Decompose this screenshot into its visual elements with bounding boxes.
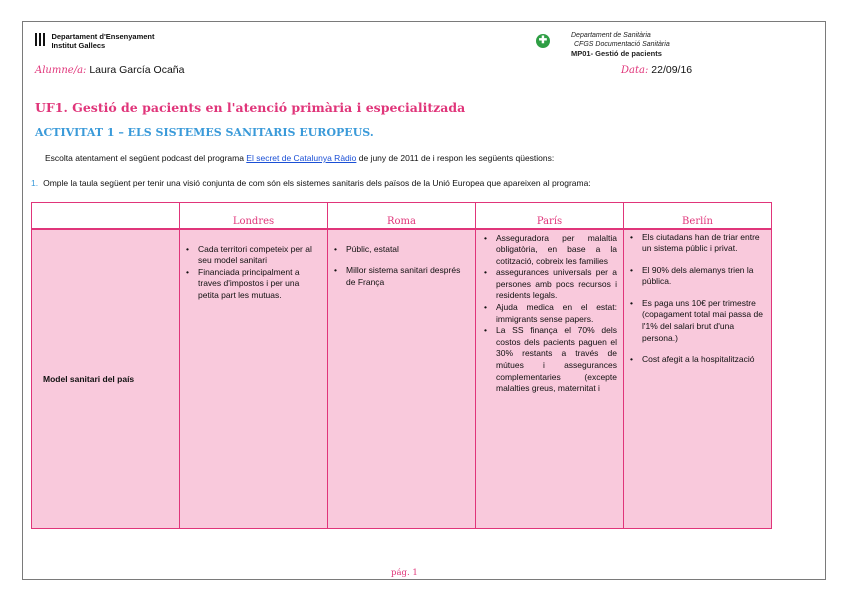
header-left	[35, 32, 155, 53]
question-number: 1.	[31, 178, 39, 188]
header-londres: Londres	[180, 203, 328, 229]
list-item: • assegurances universals per a persones amb pocs recursos i residents legals.	[496, 267, 617, 302]
student-name: Laura García Ocaña	[89, 64, 185, 76]
cell-berlin	[624, 229, 772, 529]
dept-sanitaria: Departament de Sanitària	[571, 32, 651, 39]
header-empty	[32, 203, 180, 229]
intro-paragraph	[45, 153, 554, 163]
list-item: • Financiada principalment a traves d'impostos i per una petita part les mutuas.	[198, 267, 319, 302]
date-label: Data:	[621, 65, 649, 76]
list-item: • Ajuda medica en el estat: immigrants sense papers.	[496, 302, 617, 325]
header-right	[571, 31, 670, 58]
cell-roma	[328, 229, 476, 529]
cell-londres	[180, 229, 328, 529]
activity-title: ACTIVITAT 1 – ELS SISTEMES SANITARIS EUROPEUS.	[35, 126, 374, 139]
list-item: • Cost afegit a la hospitalització	[642, 354, 763, 366]
module-name: MP01- Gestió de pacients	[571, 49, 662, 58]
table-header-row	[32, 203, 772, 229]
unit-title: UF1. Gestió de pacients en l'atenció primària i especialitzada	[35, 100, 466, 115]
table-row	[32, 229, 772, 529]
page-number: pág. 1	[391, 568, 418, 578]
sanitat-logo-icon: ✚	[536, 34, 550, 48]
intro-before: Escolta atentament el següent podcast del programa	[45, 153, 247, 163]
list-item: • Asseguradora per malaltia obligatòria, en base a la cotització, cobreix les families	[496, 233, 617, 268]
list-item: • Millor sistema sanitari després de França	[346, 265, 467, 288]
cfgs-name: CFGS Documentació Sanitària	[574, 41, 670, 48]
date-value: 22/09/16	[651, 64, 693, 76]
student-label: Alumne/a:	[35, 65, 87, 76]
header-berlin: Berlín	[624, 203, 772, 229]
list-item: • El 90% dels alemanys trien la pública.	[642, 265, 763, 288]
list-item: • La SS finança el 70% dels costos dels pacients paguen el 30% restants a través de mútues i assegurances complementaries (excepte malalties greus, maternitat i	[496, 325, 617, 395]
generalitat-logo-icon	[35, 33, 45, 46]
document-page	[22, 21, 826, 580]
row-label: Model sanitari del país	[32, 229, 180, 529]
date-line	[621, 64, 692, 76]
list-item: • Els ciutadans han de triar entre un sistema públic i privat.	[642, 232, 763, 255]
header-paris: París	[476, 203, 624, 229]
dept-ensenyament: Departament d'Ensenyament	[51, 32, 155, 41]
header-roma: Roma	[328, 203, 476, 229]
intro-after: de juny de 2011 de i respon les següents qüestions:	[356, 153, 555, 163]
list-item: • Es paga uns 10€ per trimestre (copagament total mai passa de l'1% del salari brut d'una persona.)	[642, 298, 763, 344]
cell-paris	[476, 229, 624, 529]
question-text: Omple la taula següent per tenir una visió conjunta de com són els sistemes sanitaris dels països de la Unió Europea que apareixen al programa:	[43, 178, 591, 188]
comparison-table	[31, 202, 772, 529]
list-item: • Cada territori competeix per al seu model sanitari	[198, 244, 319, 267]
student-line	[35, 64, 184, 76]
podcast-link[interactable]: El secret de Catalunya Ràdio	[246, 153, 357, 163]
question-1	[31, 178, 591, 188]
institut-name: Institut Gallecs	[51, 41, 106, 50]
list-item: • Públic, estatal	[346, 244, 467, 256]
